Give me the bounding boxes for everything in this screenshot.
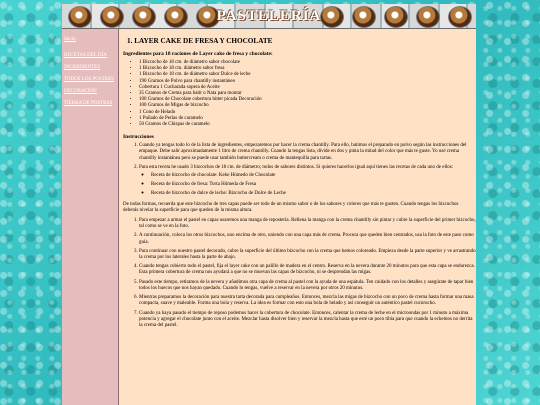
instruction-step: 1. Para empezar a armar el pastel en capas usaremos una manga de repostería. Rellena la manga con la crema chantilly sin pintar y cubre la superficie del primer bizcocho, tal como se ve en la foto. [139,218,476,230]
instruction-step: 7. Cuando ya haya pasado el tiempo de reposo podemos hacer la cobertura de chocolate. Entonces, calentar la crema de leche en el microondas por 1 minuto a máxima potencia y agregar el chocolate junto con el aceite. Mezclar hasta disolver bien y reservar la mezcla hasta que esté un poco tibia para que cuando la echemos no derrita la crema del pastel. [139,311,476,330]
ingredient-item: • 1 Bizcocho de 18 cm. de diámetro sabor Dulce de leche [139,72,476,78]
sub-recipe-item: ◦ Receta de bizcocho de dulce de leche: Bizcocho de Dulce de Leche [151,191,476,197]
recipe-content [119,29,476,405]
ingredient-item: • 100 Gramos de Chocolate cobertura bitter picada Decoración [139,97,476,103]
ingredient-item: • 35 Gramos de Crema para batir o Nata para montar [139,91,476,97]
page-frame [62,4,476,405]
sub-recipe-item: ◦ Receta de bizcocho de fresa: Torta Húmeda de Fresa [151,182,476,188]
recipe-note-paragraph: De todas formas, recuerda que este bizcocho de tres capas puede ser todo de un mismo sabor o de los sabores y colores que más te gusten. Cuando tengas los bizcochos deberás nivelar la superficie para que queden de la misma altura. [123,201,459,213]
ingredient-item: • Cobertura 1 Cucharada sopera de Aceite [139,85,476,91]
ingredient-item: • 1 Bizcocho de 18 cm. de diámetro sabor chocolate [139,60,476,66]
instruction-step: 6. Mientras preparamos la decoración para nuestra tarta decorada para cumpleaños. Entonces, mezcla las migas de bizcocho con un poco de crema hasta formar una masa compacta, suave y maleable. Forma una bola y reserva. La idea es formar con esto una bola de helado y así conseguir un auténtico pastel cucurucho. [139,295,476,307]
instruction-step: 4. Cuando tengas cubierto todo el pastel, fija el layer cake con un palillo de madera en el centro. Reserva en la nevera durante 20 minutos para que esta capa se endurezca. Esta primera cobertura de crema nos ayudará a que no se muevan las capas de bizcocho, ni se desprendan las migas. [139,264,476,276]
sub-recipe-item: ◦ Receta de bizcocho de chocolate: Keke Húmedo de Chocolate [151,173,476,179]
recipe-title: 1. LAYER CAKE DE FRESA Y CHOCOLATE [127,37,273,45]
sub-recipe-list [139,173,476,198]
sidebar-item-tierra-de-postres[interactable]: TIERRA DE POSTRES [64,101,113,106]
instructions-list-part-2 [119,218,476,329]
instructions-list-part-1 [119,143,476,197]
sidebar-nav [62,29,119,405]
sidebar-item-todos-los-postres[interactable]: TODOS LOS POSTRES [64,77,114,82]
site-banner [62,4,476,29]
ingredient-item: • 1 Puñado de Perlas de caramelo [139,116,476,122]
ingredient-item: • 190 Gramos de Polvo para chantilly instantáneo [139,79,476,85]
sidebar-item-decoracion[interactable]: DECORACIÓN [64,89,97,94]
ingredient-item: • 100 Gramos de Migas de bizcocho [139,103,476,109]
ingredient-item: • 1 Bizcocho de 18 cm. diámetro sabor fresa [139,66,476,72]
ingredients-heading: Ingredientes para 18 raciones de Layer cake de fresa y chocolate: [123,51,273,57]
sidebar-item-inicio[interactable]: Inicio [64,37,76,42]
instruction-step: 5. Pasado este tiempo, retiramos de la nevera y añadimos otra capa de crema al pastel con la ayuda de una espátula. Ten cuidado con los detalles y asegúrate de tapar bien todos los huecos que nos hayan quedado. Cuando lo tengas, vuelve a reservar en la nevera por otros 20 minutos. [139,280,476,292]
sidebar-item-ingredientes[interactable]: INGREDIENTES [64,65,101,70]
ingredient-item: • 50 Gramos de Chispas de caramelo [139,122,476,128]
sidebar-item-recetas-del-dia[interactable]: RECETAS DEL DÍA [64,53,107,58]
ingredient-item: • 1 Cono de Helado [139,110,476,116]
instruction-step: 3. Para continuar con nuestro pastel decorado, cubre la superficie del último bizcocho con la crema que hemos coloreado. Empieza desde la parte superior y ve arrastrando la crema por los laterales hasta la parte de abajo. [139,249,476,261]
ingredients-list [119,60,476,128]
instruction-step: 1. Cuando ya tengas todo lo de la lista de ingredientes, empezaremos por hacer la crema chantilly. Para ello, batimos el preparado en polvo según las instrucciones del empaque. Debe salir aproximadamente 1 litro de crema chantilly. Cuando la tengas lista, divide en dos y pinta la mitad del color que más te guste. Yo usé crema chantilly instantánea pero se puede usar también buttercream o crema de mantequilla para tartas. [139,143,476,162]
instruction-step [139,165,476,198]
site-title: PASTELERÍA [216,8,322,24]
instruction-step-text: Para esta receta he usado 3 bizcochos de 18 cm. de diámetro; todos de sabores distintos. Si quieres hacerlos igual aquí tienes las recetas de cada uno de ellos: [139,164,454,170]
instruction-step: 2. A continuación, coloca los otros bizcochos, uno encima de otro, uniendo con una capa más de crema. Procura que queden bien centrados, usa la foto de este paso como guía. [139,233,476,245]
instructions-heading: Instrucciones [123,134,154,141]
